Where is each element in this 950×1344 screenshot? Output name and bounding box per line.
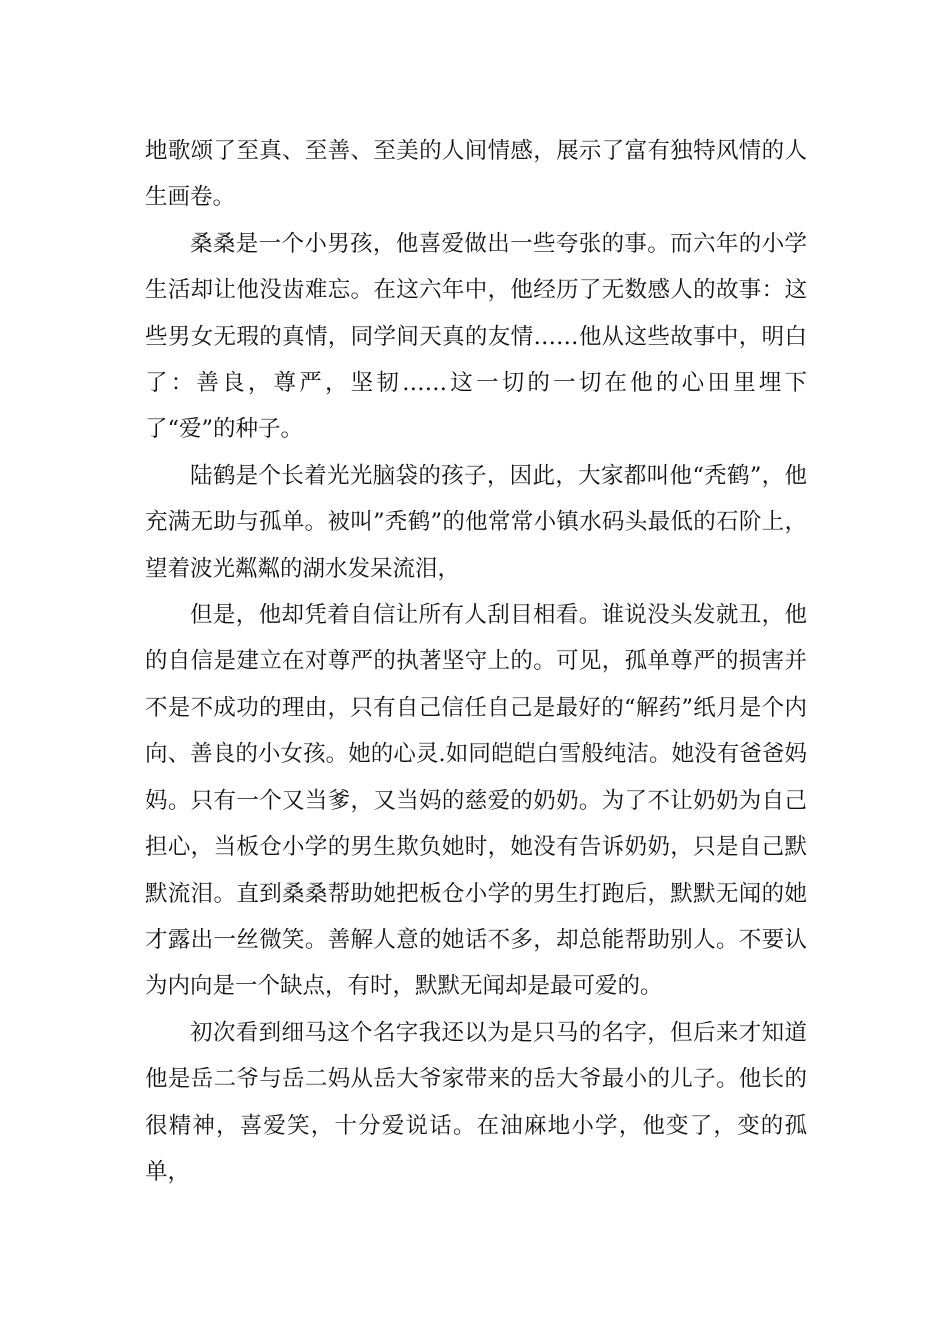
- paragraph-3: 陆鹤是个长着光光脑袋的孩子，因此，大家都叫他“秃鹤”，他充满无助与孤单。被叫”秃鹤”的他常常小镇水码头最低的石阶上，望着波光粼粼的湖水发呆流泪，: [145, 462, 807, 582]
- paragraph-4: 但是，他却凭着自信让所有人刮目相看。谁说没头发就丑，他的自信是建立在对尊严的执著坚守上的。可见，孤单尊严的损害并不是不成功的理由，只有自己信任自己是最好的“解药”纸月是个内向、善良的小女孩。她的心灵.如同皑皑白雪般纯洁。她没有爸爸妈妈。只有一个又当爹，又当妈的慈爱的奶奶。为了不让奶奶为自己担心，当板仓小学的男生欺负她时，她没有告诉奶奶，只是自己默默流泪。直到桑桑帮助她把板仓小学的男生打跑后，默默无闻的她才露出一丝微笑。善解人意的她话不多，却总能帮助别人。不要认为内向是一个缺点，有时，默默无闻却是最可爱的。: [145, 602, 807, 1000]
- paragraph-1: 地歌颂了至真、至善、至美的人间情感，展示了富有独特风情的人生画卷。: [145, 138, 807, 211]
- body-text: [145, 128, 807, 1195]
- paragraph-2: 桑桑是一个小男孩，他喜爱做出一些夸张的事。而六年的小学生活却让他没齿难忘。在这六年中，他经历了无数感人的故事：这些男女无瑕的真情，同学间天真的友情……他从这些故事中，明白了：善良，尊严，坚韧……这一切的一切在他的心田里埋下了“爱”的种子。: [145, 230, 807, 443]
- paragraph-5: 初次看到细马这个名字我还以为是只马的名字，但后来才知道他是岳二爷与岳二妈从岳大爷家带来的岳大爷最小的儿子。他长的很精神，喜爱笑，十分爱说话。在油麻地小学，他变了，变的孤单，: [145, 1019, 807, 1185]
